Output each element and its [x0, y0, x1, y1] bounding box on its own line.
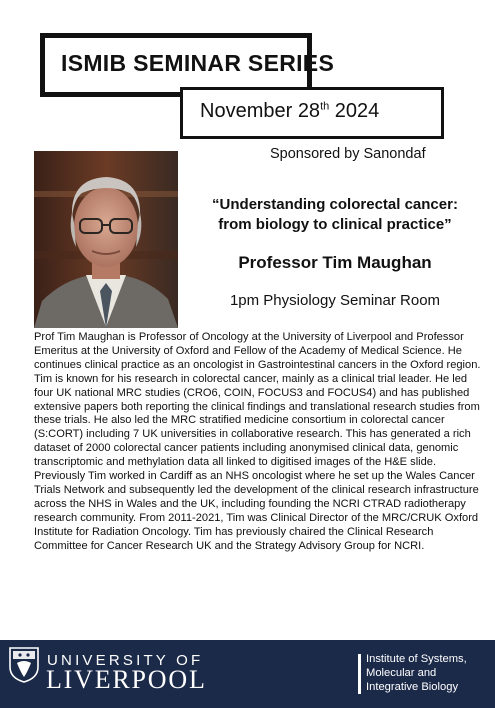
university-name-line1: UNIVERSITY OF	[47, 652, 204, 669]
institute-line: Institute of Systems,	[366, 653, 467, 665]
institute-divider	[358, 654, 361, 694]
footer	[0, 640, 495, 708]
speaker-bio	[34, 331, 484, 554]
date-year: 2024	[329, 100, 380, 122]
bio-paragraph: Tim is known for his research in colorectal cancer, mainly as a clinical trial leader. He led four UK national MRC studies (CRO6, COIN, FOCUS3 and FOCUS4) and has published extensive papers both reporting the clinical findings and translational research studies from these trials. He also led the MRC stratified medicine consortium in colorectal cancer (S:CORT) including 7 UK universities in collaborative research. This has generated a rich dataset of 2000 colorectal cancer patients including anonymised clinical data, genomic transcriptomic and methylation data all linked to digitised images of the H&E slide.	[34, 372, 480, 469]
bio-paragraph: Prof Tim Maughan is Professor of Oncology at the University of Liverpool and Professor Emeritus at the University of Oxford and Fellow of the Academy of Medical Science. He continues clinical practice as an oncologist in Gastrointestinal cancers in the Oxford region.	[34, 331, 481, 371]
university-crest-icon	[9, 647, 39, 683]
sponsor-line: Sponsored by Sanondaf	[270, 146, 426, 162]
talk-title	[190, 195, 480, 235]
series-title: ISMIB SEMINAR SERIES	[61, 50, 335, 76]
institute-line: Integrative Biology	[366, 681, 459, 693]
institute-name	[366, 652, 467, 694]
bio-paragraph: Previously Tim worked in Cardiff as an NHS oncologist where he set up the Wales Cancer Trials Network and subsequently led the development of the clinical research infrastructure across the NHS in Wales and the UK, including founding the NCRI CTRAD radiotherapy research community. From 2011-2021, Tim was Clinical Director of the MRC/CRUK Oxford Institute for Radiation Oncology. Tim has previously chaired the Clinical Research Committee for Cancer Research UK and the Strategy Advisory Group for NCRI.	[34, 470, 479, 552]
university-name-line2: LIVERPOOL	[46, 665, 207, 694]
talk-title-line: from biology to clinical practice”	[218, 216, 452, 233]
speaker-name: Professor Tim Maughan	[238, 253, 432, 272]
date-main: November 28	[200, 100, 321, 122]
institute-line: Molecular and	[366, 667, 437, 679]
seminar-date	[200, 100, 379, 123]
speaker-photo	[34, 151, 178, 328]
venue: 1pm Physiology Seminar Room	[229, 292, 441, 309]
date-suffix: th	[320, 100, 330, 113]
talk-title-line: “Understanding colorectal cancer:	[212, 196, 458, 213]
date-box	[180, 87, 444, 139]
